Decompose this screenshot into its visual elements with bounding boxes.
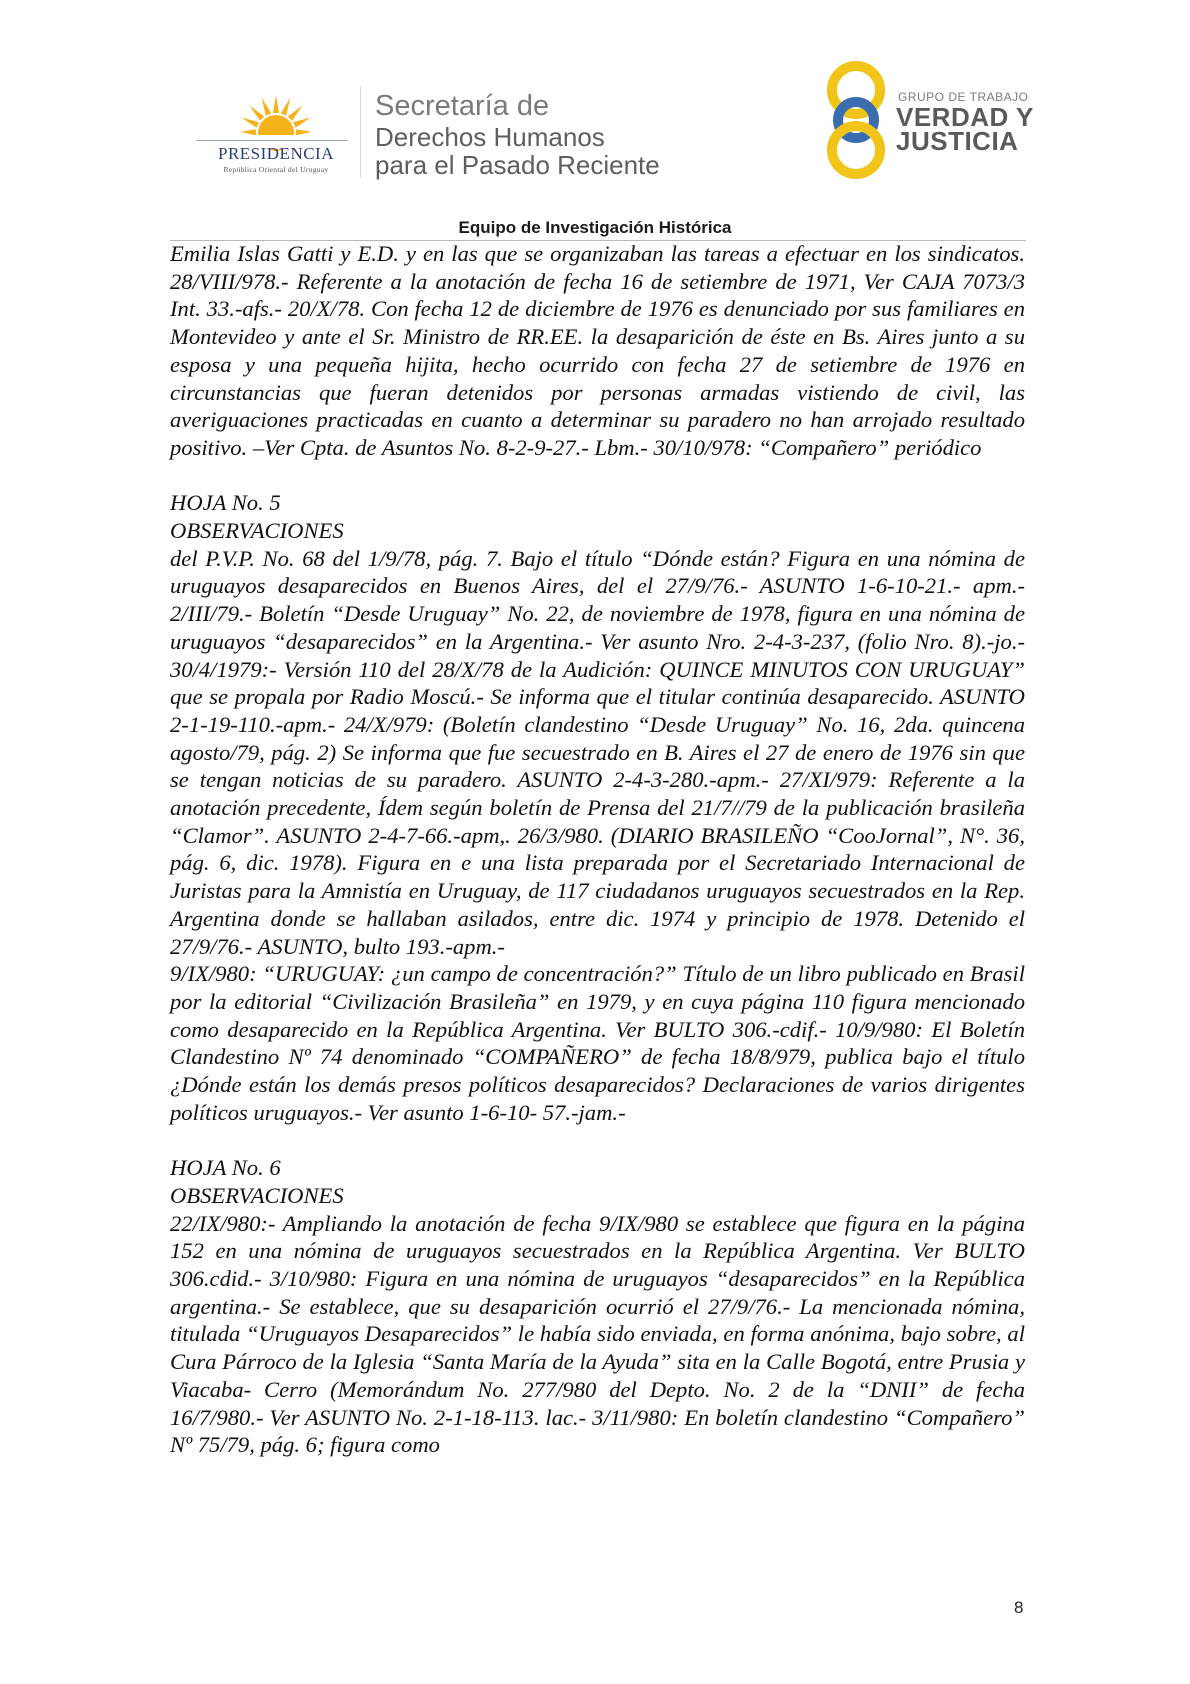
- team-title: Equipo de Investigación Histórica: [458, 218, 732, 237]
- hoja-5-paragraph-2: 9/IX/980: “URUGUAY: ¿un campo de concentración?” Título de un libro publicado en Brasil por la editorial “Civilización Brasileña” en 1979, y en cuya página 110 figura mencionado como desaparecido en la República Argentina. Ver BULTO 306.-cdif.- 10/9/980: El Boletín Clandestino Nº 74 denominado “COMPAÑERO” de fecha 18/8/979, publica bajo el título ¿Dónde están los demás presos políticos desaparecidos? Declaraciones de varios dirigentes políticos uruguayos.- Ver asunto 1-6-10- 57.-jam.-: [170, 961, 1025, 1125]
- hoja-5-subtitle: OBSERVACIONES: [170, 518, 344, 544]
- spacer: [170, 462, 1025, 490]
- hoja-5-paragraph-1: del P.V.P. No. 68 del 1/9/78, pág. 7. Bajo el título “Dónde están? Figura en una nómina de uruguayos desaparecidos en Buenos Aires, del el 27/9/76.- ASUNTO 1-6-10-21.- apm.- 2/III/79.- Boletín “Desde Uruguay” No. 22, de noviembre de 1978, figura en una nómina de uruguayos “desaparecidos” en la Argentina.- Ver asunto Nro. 2-4-3-237, (folio Nro. 8).-jo.- 30/4/1979:- Versión 110 del 28/X/78 de la Audición: QUINCE MINUTOS CON URUGUAY” que se propala por Radio Moscú.- Se informa que el titular continúa desaparecido. ASUNTO 2-1-19-110.-apm.- 24/X/979: (Boletín clandestino “Desde Uruguay” No. 16, 2da. quincena agosto/79, pág. 2) Se informa que fue secuestrado en B. Aires el 27 de enero de 1976 sin que se tengan noticias de su paradero. ASUNTO 2-4-3-280.-apm.- 27/XI/979: Referente a la anotación precedente, Ídem según boletín de Prensa del 21/7//79 de la publicación brasileña “Clamor”. ASUNTO 2-4-7-66.-apm,. 26/3/980. (DIARIO BRASILEÑO “CooJornal”, N°. 36, pág. 6, dic. 1978). Figura en e una lista preparada por el Secretariado Internacional de Juristas para la Amnistía en Uruguay, de 117 ciudadanos uruguayos secuestrados en la Rep. Argentina donde se hallaban asilados, entre dic. 1974 y principio de 1978. Detenido el 27/9/76.- ASUNTO, bulto 193.-apm.-: [170, 545, 1025, 959]
- hoja-6-subtitle: OBSERVACIONES: [170, 1182, 344, 1208]
- verdad-justicia-line-1: VERDAD Y: [896, 102, 1034, 132]
- presidencia-name: PRESIDENCIA: [217, 144, 334, 163]
- verdad-justicia-line-2: JUSTICIA: [896, 126, 1019, 156]
- page-header: [0, 0, 1190, 240]
- spacer: [170, 1126, 1025, 1154]
- secretaria-line-3: para el Pasado Reciente: [375, 150, 660, 180]
- verdad-justicia-logo: [822, 58, 890, 182]
- header-divider: [360, 86, 361, 178]
- hoja-6-title: HOJA No. 6: [170, 1155, 281, 1181]
- intro-paragraph: Emilia Islas Gatti y E.D. y en las que se organizaban las tareas a efectuar en los sindicatos. 28/VIII/978.- Referente a la anotación de fecha 16 de setiembre de 1971, Ver CAJA 7073/3 Int. 33.-afs.- 20/X/78. Con fecha 12 de diciembre de 1976 es denunciado por sus familiares en Montevideo y ante el Sr. Ministro de RR.EE. la desaparición de éste en Bs. Aires junto a su esposa y una pequeña hijita, hecho ocurrido con fecha 27 de setiembre de 1976 en circunstancias que fueran detenidos por personas armadas vistiendo de civil, las averiguaciones practicadas en cuanto a determinar su paradero no han arrojado resultado positivo. –Ver Cpta. de Asuntos No. 8-2-9-27.- Lbm.- 30/10/978: “Compañero” periódico: [170, 241, 1025, 460]
- hoja-5-title: HOJA No. 5: [170, 490, 281, 516]
- page-number: 8: [1014, 1598, 1024, 1617]
- document-body: [170, 240, 1025, 1459]
- secretaria-line-1: Secretaría de: [375, 90, 550, 122]
- verdad-justicia-small: GRUPO DE TRABAJO: [898, 90, 1029, 104]
- presidencia-divider: [196, 140, 348, 141]
- hoja-6-paragraph-1: 22/IX/980:- Ampliando la anotación de fecha 9/IX/980 se establece que figura en la página 152 en una nómina de uruguayos secuestrados en la República Argentina. Ver BULTO 306.cdid.- 3/10/980: Figura en una nómina de uruguayos “desaparecidos” en la República argentina.- Se establece, que su desaparición ocurrió el 27/9/76.- La mencionada nómina, titulada “Uruguayos Desaparecidos” le había sido enviada, en forma anónima, bajo sobre, al Cura Párroco de la Iglesia “Santa María de la Ayuda” sita en la Calle Bogotá, entre Prusia y Viacaba- Cerro (Memorándum No. 277/980 del Depto. No. 2 de la “DNII” de fecha 16/7/980.- Ver ASUNTO No. 2-1-18-113. lac.- 3/11/980: En boletín clandestino “Compañero” Nº 75/79, pág. 6; figura como: [170, 1210, 1025, 1458]
- secretaria-line-2: Derechos Humanos: [375, 122, 605, 152]
- presidencia-subtitle: República Oriental del Uruguay: [223, 165, 329, 174]
